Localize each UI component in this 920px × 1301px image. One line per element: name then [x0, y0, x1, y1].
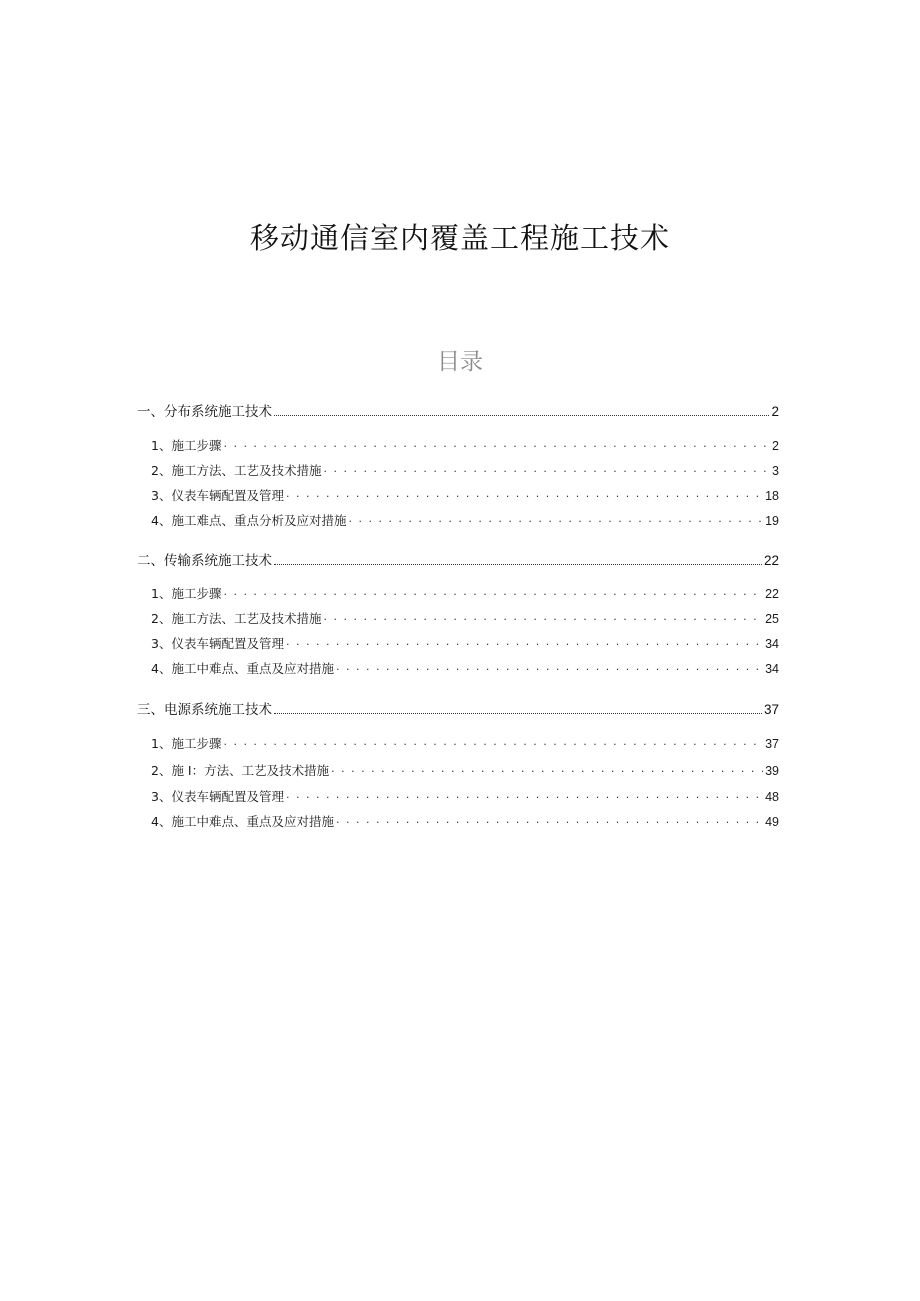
toc-heading: 目录 — [437, 349, 483, 375]
dot-leader — [286, 485, 763, 500]
toc-item[interactable] — [151, 511, 779, 529]
toc-page-number: 19 — [765, 514, 779, 528]
toc-item[interactable] — [151, 812, 779, 830]
dot-leader — [336, 811, 763, 826]
toc-section-label: 三、电源系统施工技术 — [137, 702, 272, 718]
dot-leader — [286, 786, 763, 801]
dot-leader — [274, 563, 762, 565]
toc-section-2[interactable] — [137, 549, 779, 569]
toc-item[interactable] — [151, 659, 779, 677]
toc-item-label: 3、仪表车辆配置及管理 — [151, 488, 284, 503]
dot-leader — [286, 633, 763, 648]
toc-item-label: 4、施工难点、重点分析及应对措施 — [151, 513, 347, 528]
dot-leader — [223, 435, 770, 450]
dot-leader — [274, 414, 769, 416]
toc-page-number: 34 — [765, 637, 779, 651]
toc-item-label: 4、施工中难点、重点及应对措施 — [151, 661, 334, 676]
toc-page-number: 18 — [765, 489, 779, 503]
toc-page-number: 37 — [765, 737, 779, 751]
toc-section-label: 二、传输系统施工技术 — [137, 553, 272, 569]
toc-page-number: 2 — [771, 404, 779, 419]
dot-leader — [336, 658, 763, 673]
toc-item-label: 1、施工步骤 — [151, 438, 222, 453]
toc-item[interactable] — [151, 609, 779, 627]
toc-item[interactable] — [151, 634, 779, 652]
toc-page-number: 22 — [765, 587, 779, 601]
toc-page-number: 34 — [765, 662, 779, 676]
toc-page-number: 49 — [765, 815, 779, 829]
toc-section-1[interactable] — [137, 400, 779, 420]
toc-page-number: 48 — [765, 790, 779, 804]
toc-page-number: 25 — [765, 612, 779, 626]
dot-leader — [223, 583, 763, 598]
document-title: 移动通信室内覆盖工程施工技术 — [249, 221, 670, 255]
toc-item-label: 3、仪表车辆配置及管理 — [151, 636, 284, 651]
toc-item[interactable] — [151, 486, 779, 504]
dot-leader — [348, 510, 763, 525]
toc-item-label: 1、施工步骤 — [151, 736, 222, 751]
toc-page-number: 3 — [772, 464, 779, 478]
toc-item-label: 1、施工步骤 — [151, 586, 222, 601]
toc-item-label: 2、施工方法、工艺及技术措施 — [151, 611, 322, 626]
dot-leader — [274, 712, 762, 714]
toc-page-number: 2 — [772, 439, 779, 453]
dot-leader — [223, 733, 763, 748]
toc-page-number: 37 — [763, 702, 779, 717]
dot-leader — [323, 460, 770, 475]
toc-item[interactable] — [151, 761, 779, 779]
toc-item-label: 4、施工中难点、重点及应对措施 — [151, 814, 334, 829]
toc-page-number: 22 — [763, 553, 779, 568]
toc-item-label: 3、仪表车辆配置及管理 — [151, 789, 284, 804]
dot-leader — [331, 760, 763, 775]
toc-item[interactable] — [151, 787, 779, 805]
toc-section-label: 一、分布系统施工技术 — [137, 404, 272, 420]
toc-section-3[interactable] — [137, 698, 779, 718]
toc-item[interactable] — [151, 436, 779, 454]
toc-item[interactable] — [151, 461, 779, 479]
toc-item[interactable] — [151, 734, 779, 752]
dot-leader — [323, 608, 763, 623]
toc-page-number: 39 — [765, 764, 779, 778]
toc-item-label: 2、施 I：方法、工艺及技术措施 — [151, 763, 330, 778]
toc-item[interactable] — [151, 584, 779, 602]
toc-item-label: 2、施工方法、工艺及技术措施 — [151, 463, 322, 478]
